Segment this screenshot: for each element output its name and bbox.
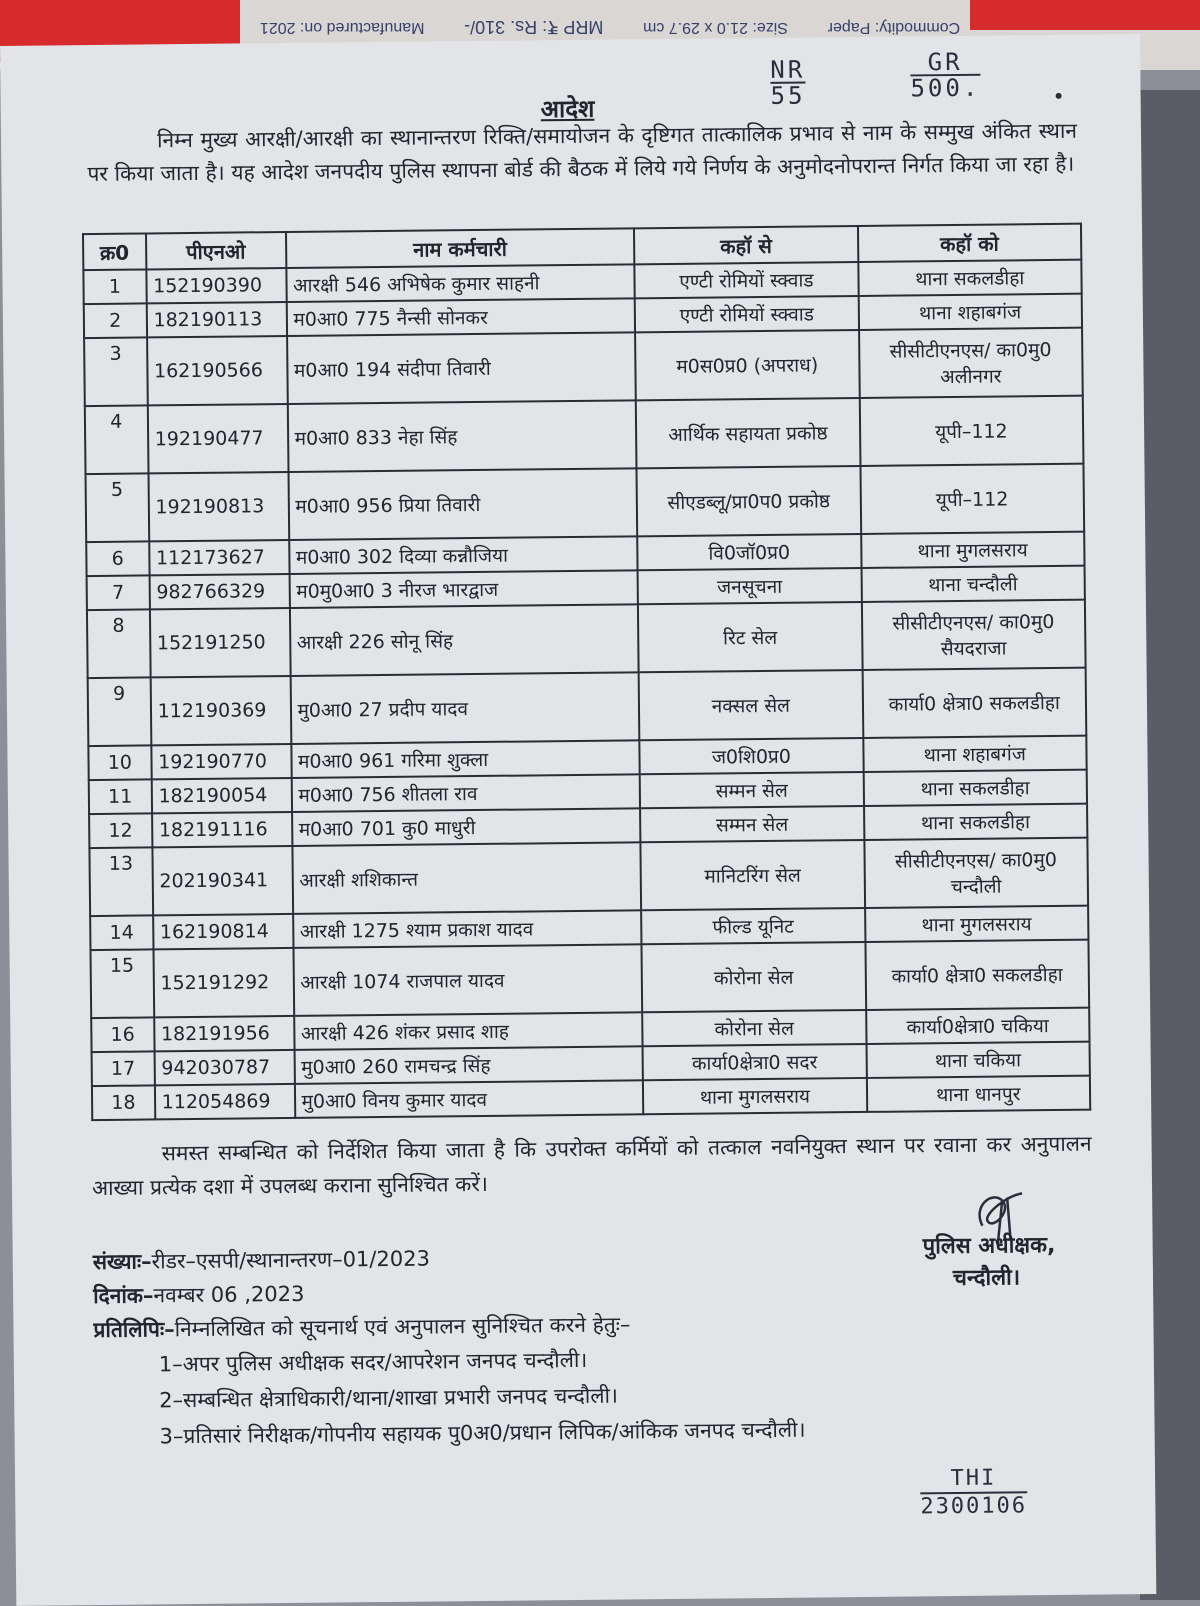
cell-serial: 8	[87, 609, 150, 678]
list-item: 3–प्रतिसारं निरीक्षक/गोपनीय सहायक पु0अ0/प्रधान लिपिक/आंकिक जनपद चन्दौली।	[159, 1417, 806, 1449]
cell-serial: 1	[83, 269, 146, 304]
header-pno: पीएनओ	[146, 232, 286, 269]
copy-list	[159, 1340, 806, 1455]
handwritten-gr-top: GR	[927, 47, 963, 77]
table-row	[89, 838, 1088, 916]
cell-to: यूपी–112	[860, 464, 1084, 534]
signatory-designation: पुलिस अधीक्षक,	[922, 1232, 1056, 1260]
cell-serial: 13	[89, 847, 152, 916]
list-item: 1–अपर पुलिस अधीक्षक सदर/आपरेशन जनपद चन्दौली।	[158, 1347, 588, 1377]
table-row	[86, 464, 1085, 542]
cell-from: नक्सल सेल	[639, 670, 863, 740]
cell-pno: 202190341	[152, 846, 293, 915]
cell-serial: 16	[91, 1017, 154, 1052]
cell-to: सीसीटीएनएस/ का0मु0 सैयदराजा	[861, 600, 1085, 670]
cell-serial: 3	[84, 337, 147, 406]
cell-to: थाना शहाबगंज	[863, 736, 1087, 772]
handwritten-note-nr	[770, 55, 806, 110]
cell-from: फील्ड यूनिट	[641, 908, 865, 944]
cell-from: सीएडब्लू/प्रा0प0 प्रकोष्ठ	[637, 466, 861, 536]
packaging-mrp: MRP ₹: Rs. 310/-	[464, 17, 604, 38]
handwritten-nr-bottom: 55	[770, 81, 806, 110]
instruction-paragraph: समस्त सम्बन्धित को निर्देशित किया जाता है कि उपरोक्त कर्मियों को तत्काल नवनियुक्त स्थान पर रवाना कर अनुपालन आख्या प्रत्येक दशा में उपलब्ध कराना सुनिश्चित करें।	[91, 1131, 1092, 1201]
document-title: आदेश	[540, 94, 595, 124]
order-number-value: रीडर–एसपी/स्थानान्तरण–01/2023	[151, 1246, 430, 1274]
cell-to: कार्या0 क्षेत्रा0 सकलडीहा	[865, 940, 1089, 1010]
cell-to: सीसीटीएनएस/ का0मु0 चन्दौली	[864, 838, 1088, 908]
cell-pno: 192190813	[148, 472, 289, 541]
copy-to	[93, 1307, 630, 1347]
cell-name: आरक्षी 1074 राजपाल यादव	[293, 944, 642, 1016]
cell-from: रिट सेल	[638, 602, 862, 672]
cell-pno: 112173627	[149, 540, 289, 575]
cell-name: म0आ0 302 दिव्या कन्नौजिया	[289, 536, 638, 574]
list-item: 2–सम्बन्धित क्षेत्राधिकारी/थाना/शाखा प्रभारी जनपद चन्दौली।	[159, 1383, 619, 1413]
cell-from: वि0जॉ0प्र0	[637, 534, 861, 570]
cell-from: मानिटरिंग सेल	[641, 840, 865, 910]
table-body	[83, 260, 1090, 1120]
header-serial: क्र0	[83, 233, 146, 270]
table-row	[88, 668, 1087, 746]
table-row	[91, 940, 1090, 1018]
cell-pno: 152190390	[146, 268, 286, 303]
cell-pno: 152191250	[150, 608, 291, 677]
cell-to: थाना मुगलसराय	[861, 532, 1085, 568]
cell-name: म0आ0 775 नैन्सी सोनकर	[286, 298, 635, 336]
cell-pno: 182190113	[146, 302, 286, 337]
cell-from: सम्मन सेल	[640, 806, 864, 842]
signatory-block	[922, 1230, 1055, 1295]
cell-serial: 10	[88, 745, 151, 780]
handwritten-nr-top: NR	[770, 55, 806, 84]
cell-serial: 7	[87, 575, 150, 610]
cell-from: एण्टी रोमियों स्क्वाड	[635, 296, 859, 332]
cell-serial: 11	[89, 779, 152, 814]
cell-serial: 4	[85, 405, 148, 474]
cell-from: कोरोना सेल	[642, 942, 866, 1012]
cell-name: म0आ0 756 शीतला राव	[291, 774, 640, 812]
cell-from: ज0शि0प्र0	[640, 738, 864, 774]
cell-name: आरक्षी 226 सोनू सिंह	[289, 604, 638, 676]
packaging-manufactured: Manufactured on: 2021	[259, 19, 425, 36]
order-date-label: दिनांक–	[93, 1283, 154, 1309]
cell-to: सीसीटीएनएस/ का0मु0 अलीनगर	[859, 328, 1083, 398]
cell-pno: 162190814	[153, 914, 293, 949]
signatory-district: चन्दौली।	[952, 1265, 1021, 1292]
cell-name: म0मु0आ0 3 नीरज भारद्वाज	[289, 570, 638, 608]
cell-pno: 152191292	[153, 948, 294, 1017]
intro-paragraph: निम्न मुख्य आरक्षी/आरक्षी का स्थानान्तरण रिक्ति/समायोजन के दृष्टिगत तात्कालिक प्रभाव से नाम के सम्मुख अंकित स्थान पर किया जाता है। यह आदेश जनपदीय पुलिस स्थापना बोर्ड की बैठक में लिये गये निर्णय के अनुमोदनोपरान्त निर्गत किया जा रहा है।	[87, 118, 1078, 187]
cell-from: सम्मन सेल	[640, 772, 864, 808]
cell-from: थाना मुगलसराय	[643, 1078, 867, 1114]
cell-name: आरक्षी शशिकान्त	[292, 842, 641, 914]
cell-pno: 192190770	[151, 744, 291, 779]
cell-name: म0आ0 961 गरिमा शुक्ला	[291, 740, 640, 778]
cell-from: जनसूचना	[638, 568, 862, 604]
packaging-commodity: Commodity: Paper	[827, 19, 961, 36]
cell-to: कार्या0 क्षेत्रा0 सकलडीहा	[862, 668, 1086, 738]
cell-pno: 982766329	[149, 574, 289, 609]
cell-from: म0स0प्र0 (अपराध)	[635, 330, 859, 400]
header-from: कहॉ से	[634, 226, 858, 264]
cell-pno: 112054869	[155, 1084, 295, 1119]
header-name: नाम कर्मचारी	[285, 228, 634, 268]
cell-pno: 182190054	[151, 778, 291, 813]
cell-serial: 12	[89, 813, 152, 848]
cell-name: म0आ0 833 नेहा सिंह	[287, 400, 636, 472]
table-row	[85, 396, 1084, 474]
order-date	[93, 1273, 630, 1313]
cell-to: थाना धानपुर	[866, 1076, 1090, 1112]
copy-to-label: प्रतिलिपिः–	[93, 1317, 175, 1343]
cell-name: आरक्षी 546 अभिषेक कुमार साहनी	[286, 264, 635, 302]
cell-to: थाना चन्दौली	[861, 566, 1085, 602]
cell-serial: 17	[92, 1051, 155, 1086]
table-row	[84, 328, 1083, 406]
cell-to: थाना सकलडीहा	[864, 804, 1088, 840]
cell-to: थाना मुगलसराय	[865, 906, 1089, 942]
handwritten-note-bottom	[920, 1465, 1027, 1520]
cell-from: आर्थिक सहायता प्रकोष्ठ	[636, 398, 860, 468]
cell-pno: 942030787	[154, 1050, 294, 1085]
cell-name: आरक्षी 426 शंकर प्रसाद शाह	[294, 1012, 643, 1050]
order-number-label: संख्याः–	[92, 1249, 152, 1275]
ink-dot	[1056, 93, 1062, 99]
cell-pno: 182191116	[152, 812, 292, 847]
cell-to: यूपी–112	[859, 396, 1083, 466]
handwritten-note-gr	[910, 47, 981, 103]
order-number	[93, 1239, 630, 1279]
cell-from: कोरोना सेल	[642, 1010, 866, 1046]
cell-serial: 5	[86, 473, 149, 542]
cell-pno: 192190477	[147, 404, 288, 473]
copy-to-value: निम्नलिखित को सूचनार्थ एवं अनुपालन सुनिश्चित करने हेतुः–	[174, 1312, 631, 1342]
cell-name: आरक्षी 1275 श्याम प्रकाश यादव	[293, 910, 642, 948]
cell-to: थाना चकिया	[866, 1042, 1090, 1078]
table-row	[87, 600, 1086, 678]
cell-from: एण्टी रोमियों स्क्वाड	[635, 262, 859, 298]
cell-pno: 162190566	[147, 336, 288, 405]
transfer-table	[82, 223, 1091, 1121]
packaging-size: Size: 21.0 x 29.7 cm	[643, 19, 788, 36]
cell-serial: 15	[91, 949, 154, 1018]
cell-name: म0आ0 194 संदीपा तिवारी	[287, 332, 636, 404]
handwritten-bottom-number: 2300106	[920, 1493, 1028, 1520]
packaging-red-band-right	[970, 0, 1200, 30]
cell-from: कार्या0क्षेत्रा0 सदर	[643, 1044, 867, 1080]
cell-serial: 14	[90, 915, 153, 950]
handwritten-bottom-top: THI	[950, 1465, 997, 1492]
cell-name: म0आ0 701 कु0 माधुरी	[292, 808, 641, 846]
cell-name: मु0आ0 260 रामचन्द्र सिंह	[294, 1046, 643, 1084]
order-date-value: नवम्बर 06 ,2023	[153, 1281, 305, 1308]
cell-serial: 9	[88, 677, 151, 746]
cell-to: कार्या0क्षेत्रा0 चकिया	[866, 1008, 1090, 1044]
cell-pno: 182191956	[154, 1016, 294, 1051]
order-document	[0, 34, 1156, 1606]
cell-to: थाना सकलडीहा	[858, 260, 1082, 296]
cell-pno: 112190369	[150, 676, 291, 745]
cell-to: थाना शहाबगंज	[858, 294, 1082, 330]
handwritten-gr-bottom: 500.	[910, 73, 981, 103]
cell-to: थाना सकलडीहा	[863, 770, 1087, 806]
cell-name: मु0आ0 27 प्रदीप यादव	[290, 672, 639, 744]
order-meta	[93, 1239, 631, 1347]
cell-serial: 2	[84, 303, 147, 338]
cell-name: म0आ0 956 प्रिया तिवारी	[288, 468, 637, 540]
header-to: कहॉ को	[858, 224, 1082, 262]
cell-name: मु0आ0 विनय कुमार यादव	[294, 1080, 643, 1118]
cell-serial: 6	[86, 541, 149, 576]
cell-serial: 18	[92, 1085, 155, 1120]
